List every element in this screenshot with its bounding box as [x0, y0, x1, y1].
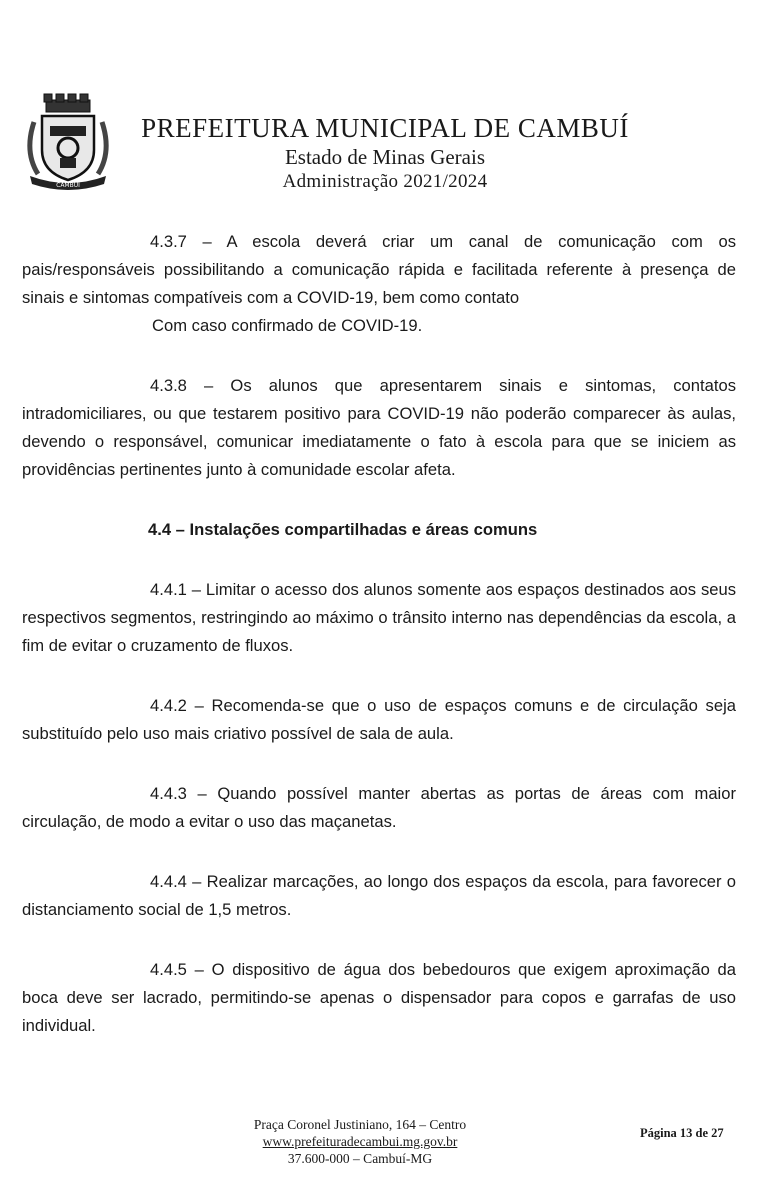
- letterhead-text: [120, 112, 650, 194]
- footer-address-block: [210, 1116, 510, 1167]
- municipality-title: PREFEITURA MUNICIPAL DE CAMBUÍ: [141, 113, 629, 143]
- footer-address: Praça Coronel Justiniano, 164 – Centro: [253, 1117, 467, 1132]
- paragraph-4-4-5: 4.4.5 – O dispositivo de água dos bebedouros que exigem aproximação da boca deve ser lacrado, permitindo-se apenas o dispensador para copos e garrafas de uso individual.: [22, 960, 736, 1035]
- paragraph-4-4-2: 4.4.2 – Recomenda-se que o uso de espaços comuns e de circulação seja substituído pelo uso mais criativo possível de sala de aula.: [22, 696, 736, 743]
- coat-of-arms-icon: [20, 92, 116, 192]
- paragraph-4-4-1: 4.4.1 – Limitar o acesso dos alunos somente aos espaços destinados aos seus respectivos segmentos, restringindo ao máximo o trânsito interno nas dependências da escola, a fim de evitar o cruzamento de fluxos.: [22, 580, 736, 655]
- paragraph-4-3-8: 4.3.8 – Os alunos que apresentarem sinais e sintomas, contatos intradomiciliares, ou que testarem positivo para COVID-19 não poderão comparecer às aulas, devendo o responsável, comunicar imediatamente o fato à escola para que se iniciem as providências pertinentes junto à comunidade escolar afeta.: [22, 376, 736, 479]
- paragraph-4-3-7-continuation: Com caso confirmado de COVID-19.: [152, 316, 423, 335]
- state-subtitle: Estado de Minas Gerais: [284, 145, 486, 169]
- page-number: Página 13 de 27: [640, 1126, 724, 1140]
- footer-city: 37.600-000 – Cambuí-MG: [287, 1151, 433, 1166]
- section-heading-4-4: 4.4 – Instalações compartilhadas e áreas comuns: [148, 520, 538, 539]
- administration-period: Administração 2021/2024: [282, 171, 488, 192]
- crest-label: CAMBUÍ: [56, 182, 80, 189]
- paragraph-4-3-7: 4.3.7 – A escola deverá criar um canal de comunicação com os pais/responsáveis possibilitando a comunicação rápida e facilitada referente à presença de sinais e sintomas compatíveis com a COVID-19, bem como contato: [22, 232, 736, 307]
- page-footer: [0, 1116, 768, 1186]
- paragraph-4-4-3: 4.4.3 – Quando possível manter abertas as portas de áreas com maior circulação, de modo a evitar o uso das maçanetas.: [22, 784, 736, 831]
- letterhead: [0, 0, 768, 200]
- footer-website-link[interactable]: www.prefeituradecambui.mg.gov.br: [262, 1134, 458, 1149]
- document-body: [22, 228, 736, 1040]
- paragraph-4-4-4: 4.4.4 – Realizar marcações, ao longo dos espaços da escola, para favorecer o distanciamento social de 1,5 metros.: [22, 872, 736, 919]
